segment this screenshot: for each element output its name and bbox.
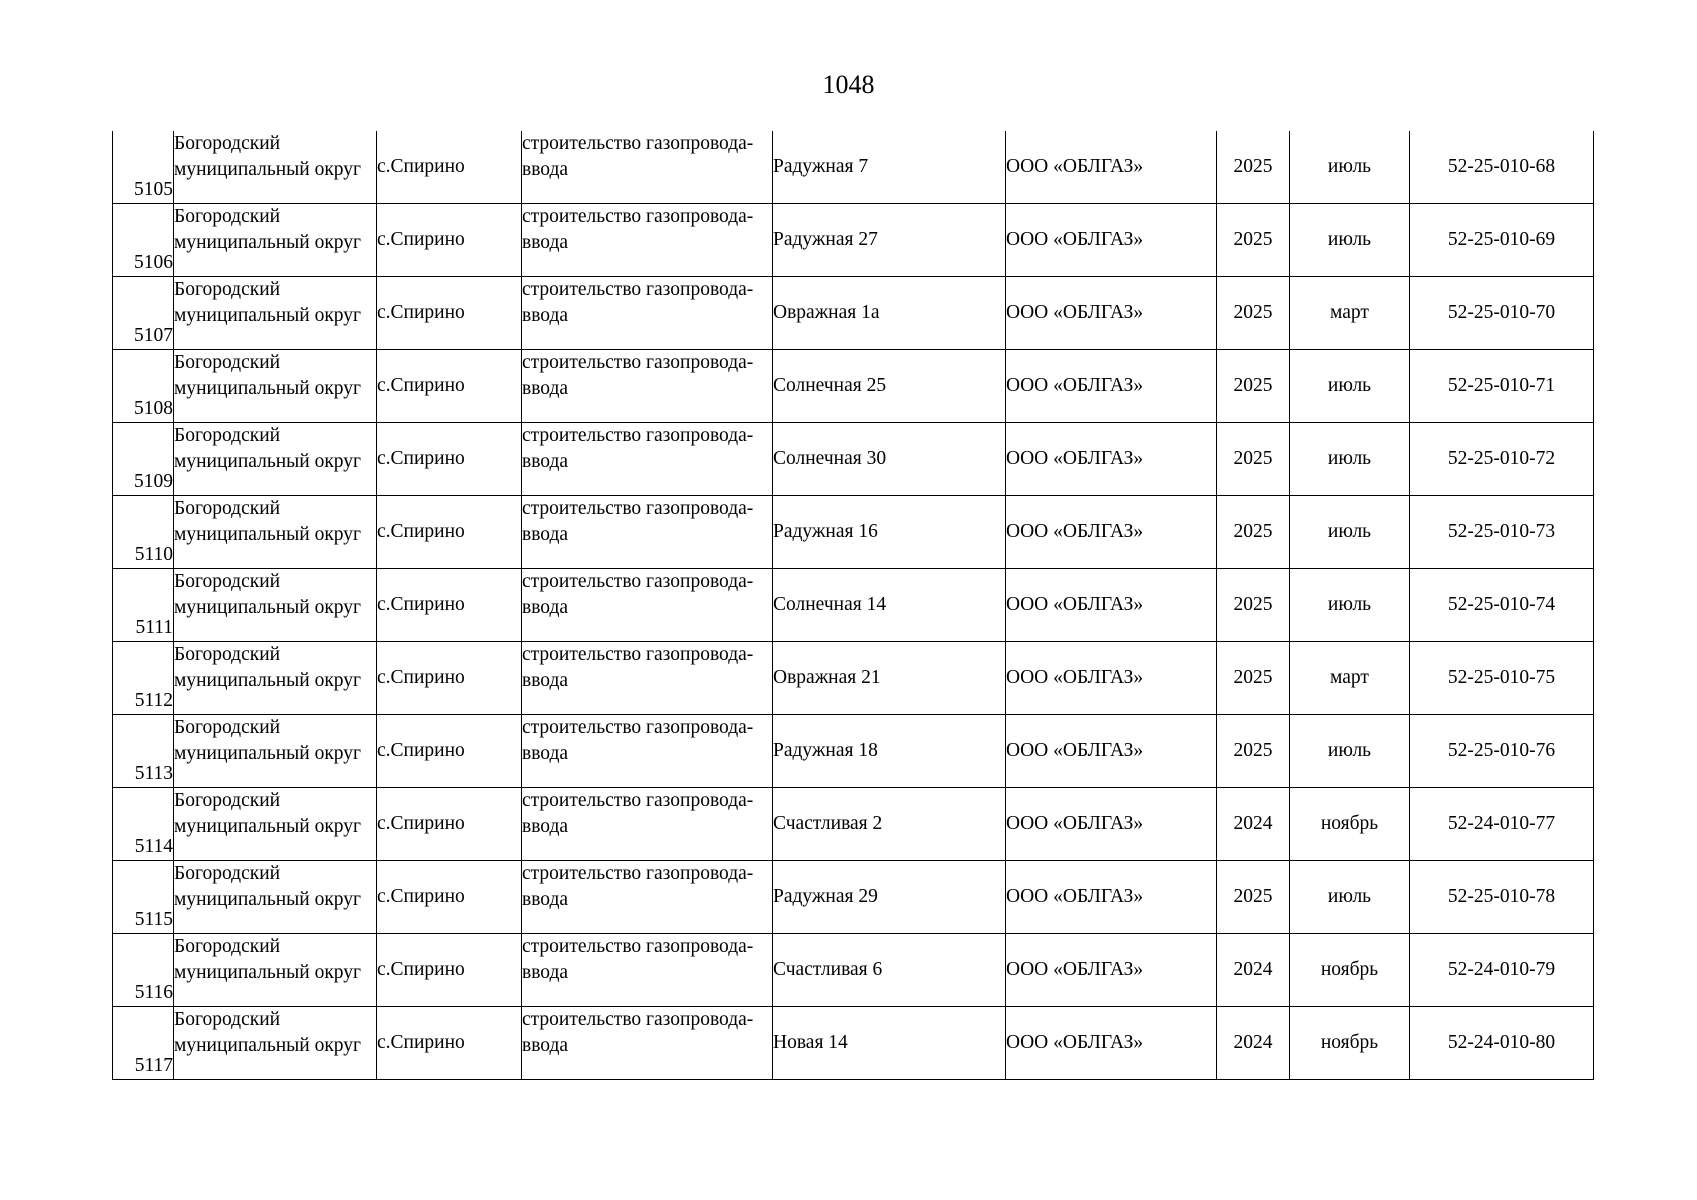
locality-cell: с.Спирино — [377, 934, 522, 1007]
district-line-2: муниципальный округ — [174, 159, 362, 180]
month-cell: июль — [1290, 423, 1410, 496]
organization-cell: ООО «ОБЛГАЗ» — [1006, 131, 1217, 204]
table-row — [113, 277, 1594, 350]
address-cell: Счастливая 6 — [773, 934, 1006, 1007]
table-body — [113, 131, 1594, 1080]
work-type-cell — [522, 569, 773, 642]
district-cell — [174, 204, 377, 277]
address-cell: Солнечная 25 — [773, 350, 1006, 423]
district-cell — [174, 277, 377, 350]
year-cell: 2024 — [1217, 934, 1290, 1007]
year-cell: 2024 — [1217, 788, 1290, 861]
year-cell: 2025 — [1217, 715, 1290, 788]
organization-cell: ООО «ОБЛГАЗ» — [1006, 423, 1217, 496]
row-number: 5107 — [113, 277, 174, 350]
district-line-2: муниципальный округ — [174, 378, 362, 399]
district-cell — [174, 496, 377, 569]
district-line-2: муниципальный округ — [174, 597, 362, 618]
district-line-1: Богородский — [174, 863, 281, 884]
row-number: 5116 — [113, 934, 174, 1007]
work-type-line-1: строительство газопровода- — [522, 790, 754, 811]
table-row — [113, 131, 1594, 204]
code-cell: 52-25-010-73 — [1410, 496, 1594, 569]
work-type-line-2: ввода — [522, 378, 569, 399]
year-cell: 2025 — [1217, 204, 1290, 277]
code-cell: 52-25-010-74 — [1410, 569, 1594, 642]
page-number: 1048 — [822, 70, 875, 99]
row-number: 5117 — [113, 1007, 174, 1080]
work-type-cell — [522, 131, 773, 204]
district-cell — [174, 569, 377, 642]
work-type-line-2: ввода — [522, 962, 569, 983]
locality-cell: с.Спирино — [377, 642, 522, 715]
district-cell — [174, 861, 377, 934]
district-line-2: муниципальный округ — [174, 743, 362, 764]
work-type-line-1: строительство газопровода- — [522, 717, 754, 738]
locality-cell: с.Спирино — [377, 277, 522, 350]
table-row — [113, 861, 1594, 934]
work-type-line-2: ввода — [522, 1035, 569, 1056]
code-cell: 52-25-010-71 — [1410, 350, 1594, 423]
district-line-1: Богородский — [174, 352, 281, 373]
work-type-cell — [522, 715, 773, 788]
district-line-2: муниципальный округ — [174, 670, 362, 691]
work-type-line-2: ввода — [522, 743, 569, 764]
month-cell: июль — [1290, 715, 1410, 788]
table-row — [113, 715, 1594, 788]
organization-cell: ООО «ОБЛГАЗ» — [1006, 861, 1217, 934]
locality-cell: с.Спирино — [377, 131, 522, 204]
district-line-1: Богородский — [174, 425, 281, 446]
code-cell: 52-24-010-79 — [1410, 934, 1594, 1007]
code-cell: 52-25-010-78 — [1410, 861, 1594, 934]
year-cell: 2025 — [1217, 277, 1290, 350]
address-cell: Солнечная 14 — [773, 569, 1006, 642]
work-type-line-1: строительство газопровода- — [522, 206, 754, 227]
district-line-2: муниципальный округ — [174, 889, 362, 910]
month-cell: март — [1290, 642, 1410, 715]
row-number: 5110 — [113, 496, 174, 569]
organization-cell: ООО «ОБЛГАЗ» — [1006, 350, 1217, 423]
code-cell: 52-25-010-68 — [1410, 131, 1594, 204]
district-line-2: муниципальный округ — [174, 232, 362, 253]
address-cell: Новая 14 — [773, 1007, 1006, 1080]
organization-cell: ООО «ОБЛГАЗ» — [1006, 569, 1217, 642]
work-type-line-1: строительство газопровода- — [522, 936, 754, 957]
table-row — [113, 423, 1594, 496]
work-type-cell — [522, 642, 773, 715]
district-line-1: Богородский — [174, 498, 281, 519]
work-type-line-1: строительство газопровода- — [522, 425, 754, 446]
work-type-line-1: строительство газопровода- — [522, 863, 754, 884]
address-cell: Радужная 27 — [773, 204, 1006, 277]
work-type-cell — [522, 277, 773, 350]
district-line-1: Богородский — [174, 644, 281, 665]
district-cell — [174, 934, 377, 1007]
organization-cell: ООО «ОБЛГАЗ» — [1006, 934, 1217, 1007]
locality-cell: с.Спирино — [377, 569, 522, 642]
row-number: 5114 — [113, 788, 174, 861]
work-type-line-2: ввода — [522, 889, 569, 910]
locality-cell: с.Спирино — [377, 423, 522, 496]
table-row — [113, 642, 1594, 715]
row-number: 5115 — [113, 861, 174, 934]
district-line-2: муниципальный округ — [174, 1035, 362, 1056]
work-type-line-2: ввода — [522, 451, 569, 472]
code-cell: 52-25-010-69 — [1410, 204, 1594, 277]
row-number: 5108 — [113, 350, 174, 423]
table-row — [113, 496, 1594, 569]
work-type-line-2: ввода — [522, 232, 569, 253]
locality-cell: с.Спирино — [377, 496, 522, 569]
organization-cell: ООО «ОБЛГАЗ» — [1006, 1007, 1217, 1080]
code-cell: 52-25-010-76 — [1410, 715, 1594, 788]
gas-connection-table — [112, 131, 1594, 1080]
code-cell: 52-25-010-70 — [1410, 277, 1594, 350]
address-cell: Радужная 16 — [773, 496, 1006, 569]
district-line-2: муниципальный округ — [174, 451, 362, 472]
table-row — [113, 788, 1594, 861]
code-cell: 52-25-010-75 — [1410, 642, 1594, 715]
district-cell — [174, 131, 377, 204]
district-line-1: Богородский — [174, 717, 281, 738]
year-cell: 2025 — [1217, 642, 1290, 715]
address-cell: Счастливая 2 — [773, 788, 1006, 861]
address-cell: Овражная 21 — [773, 642, 1006, 715]
district-line-2: муниципальный округ — [174, 962, 362, 983]
locality-cell: с.Спирино — [377, 204, 522, 277]
district-line-1: Богородский — [174, 279, 281, 300]
year-cell: 2025 — [1217, 569, 1290, 642]
work-type-line-1: строительство газопровода- — [522, 498, 754, 519]
work-type-line-2: ввода — [522, 597, 569, 618]
month-cell: март — [1290, 277, 1410, 350]
locality-cell: с.Спирино — [377, 1007, 522, 1080]
district-cell — [174, 715, 377, 788]
district-line-1: Богородский — [174, 936, 281, 957]
work-type-cell — [522, 1007, 773, 1080]
work-type-cell — [522, 788, 773, 861]
district-line-1: Богородский — [174, 1009, 281, 1030]
code-cell: 52-25-010-72 — [1410, 423, 1594, 496]
row-number: 5105 — [113, 131, 174, 204]
month-cell: июль — [1290, 204, 1410, 277]
address-cell: Овражная 1а — [773, 277, 1006, 350]
month-cell: июль — [1290, 496, 1410, 569]
work-type-line-1: строительство газопровода- — [522, 644, 754, 665]
work-type-cell — [522, 861, 773, 934]
work-type-line-2: ввода — [522, 159, 569, 180]
row-number: 5109 — [113, 423, 174, 496]
table-row — [113, 350, 1594, 423]
district-cell — [174, 350, 377, 423]
month-cell: июль — [1290, 569, 1410, 642]
work-type-line-2: ввода — [522, 305, 569, 326]
row-number: 5106 — [113, 204, 174, 277]
month-cell: июль — [1290, 861, 1410, 934]
organization-cell: ООО «ОБЛГАЗ» — [1006, 204, 1217, 277]
district-line-2: муниципальный округ — [174, 816, 362, 837]
code-cell: 52-24-010-77 — [1410, 788, 1594, 861]
address-cell: Радужная 29 — [773, 861, 1006, 934]
month-cell: ноябрь — [1290, 788, 1410, 861]
address-cell: Солнечная 30 — [773, 423, 1006, 496]
year-cell: 2025 — [1217, 861, 1290, 934]
work-type-cell — [522, 934, 773, 1007]
locality-cell: с.Спирино — [377, 788, 522, 861]
district-cell — [174, 788, 377, 861]
district-line-1: Богородский — [174, 790, 281, 811]
organization-cell: ООО «ОБЛГАЗ» — [1006, 715, 1217, 788]
year-cell: 2025 — [1217, 496, 1290, 569]
month-cell: июль — [1290, 131, 1410, 204]
work-type-cell — [522, 496, 773, 569]
locality-cell: с.Спирино — [377, 350, 522, 423]
row-number: 5111 — [113, 569, 174, 642]
district-line-1: Богородский — [174, 571, 281, 592]
address-cell: Радужная 18 — [773, 715, 1006, 788]
district-cell — [174, 1007, 377, 1080]
row-number: 5113 — [113, 715, 174, 788]
locality-cell: с.Спирино — [377, 715, 522, 788]
month-cell: ноябрь — [1290, 1007, 1410, 1080]
work-type-line-2: ввода — [522, 670, 569, 691]
table-row — [113, 1007, 1594, 1080]
locality-cell: с.Спирино — [377, 861, 522, 934]
year-cell: 2025 — [1217, 131, 1290, 204]
work-type-line-1: строительство газопровода- — [522, 279, 754, 300]
work-type-cell — [522, 204, 773, 277]
year-cell: 2025 — [1217, 423, 1290, 496]
work-type-cell — [522, 423, 773, 496]
month-cell: ноябрь — [1290, 934, 1410, 1007]
work-type-line-1: строительство газопровода- — [522, 133, 754, 154]
row-number: 5112 — [113, 642, 174, 715]
organization-cell: ООО «ОБЛГАЗ» — [1006, 277, 1217, 350]
table-row — [113, 934, 1594, 1007]
district-line-1: Богородский — [174, 133, 281, 154]
organization-cell: ООО «ОБЛГАЗ» — [1006, 642, 1217, 715]
organization-cell: ООО «ОБЛГАЗ» — [1006, 496, 1217, 569]
code-cell: 52-24-010-80 — [1410, 1007, 1594, 1080]
address-cell: Радужная 7 — [773, 131, 1006, 204]
organization-cell: ООО «ОБЛГАЗ» — [1006, 788, 1217, 861]
work-type-line-1: строительство газопровода- — [522, 1009, 754, 1030]
work-type-line-1: строительство газопровода- — [522, 352, 754, 373]
work-type-cell — [522, 350, 773, 423]
district-line-2: муниципальный округ — [174, 305, 362, 326]
work-type-line-2: ввода — [522, 816, 569, 837]
district-cell — [174, 423, 377, 496]
month-cell: июль — [1290, 350, 1410, 423]
district-line-1: Богородский — [174, 206, 281, 227]
district-line-2: муниципальный округ — [174, 524, 362, 545]
year-cell: 2025 — [1217, 350, 1290, 423]
table-row — [113, 204, 1594, 277]
year-cell: 2024 — [1217, 1007, 1290, 1080]
district-cell — [174, 642, 377, 715]
work-type-line-2: ввода — [522, 524, 569, 545]
work-type-line-1: строительство газопровода- — [522, 571, 754, 592]
table-row — [113, 569, 1594, 642]
